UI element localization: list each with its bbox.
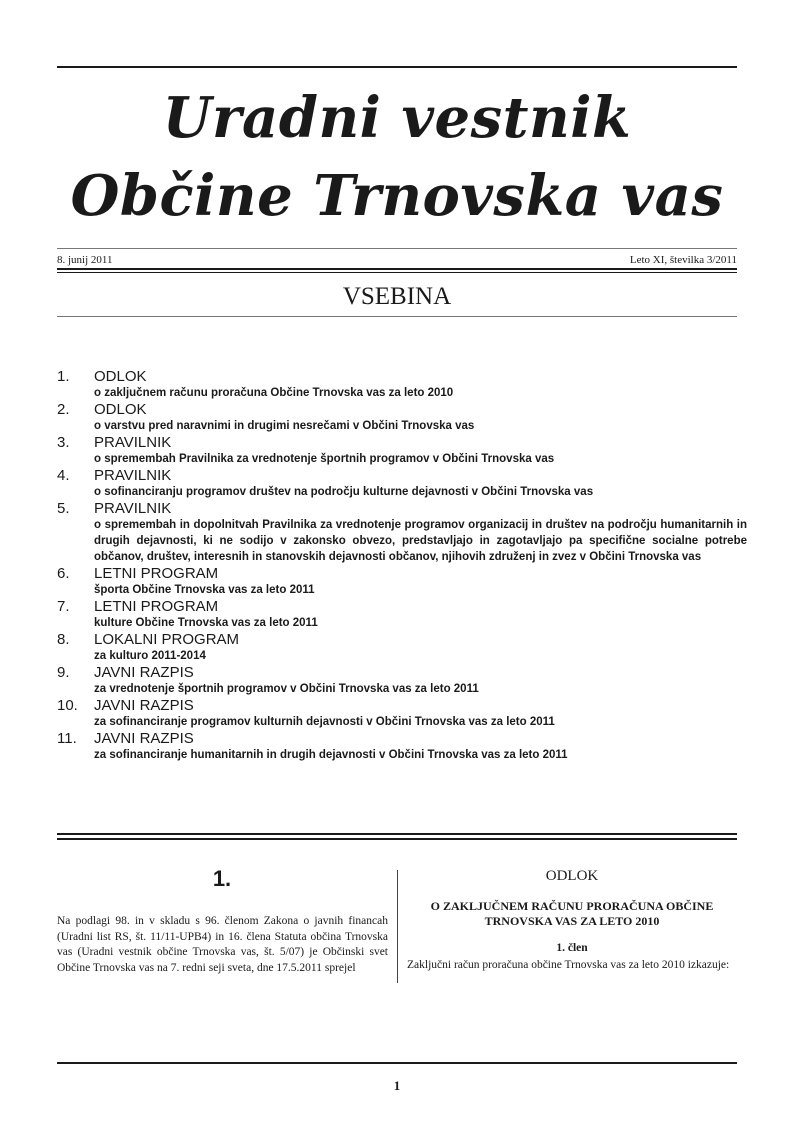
toc-item	[57, 434, 747, 467]
toc-item-body	[94, 631, 747, 664]
toc-item-description: za vrednotenje športnih programov v Občini Trnovska vas za leto 2011	[94, 683, 479, 695]
toc-item-number: 4.	[57, 467, 70, 484]
toc-item	[57, 500, 747, 565]
issue-bottom-rule-2	[57, 272, 737, 273]
toc-item-number: 3.	[57, 434, 70, 451]
article-preamble: Na podlagi 98. in v skladu s 96. členom Zakona o javnih financah (Uradni list RS, št. 11/11-UPB4) in 16. člena Statuta občina Trnovska vas (Uradni vestnik občine Trnovska vas, št. 5/07) je Občinski svet Občine Trnovska vas na 7. redni seji sveta, dne 17.5.2011 sprejel	[57, 915, 388, 974]
toc-item-number: 10.	[57, 697, 78, 714]
toc-item-number: 6.	[57, 565, 70, 582]
toc-item-body	[94, 500, 747, 565]
toc-item-description: za kulturo 2011-2014	[94, 650, 206, 662]
contents-heading-rule	[57, 316, 737, 317]
toc-item	[57, 565, 747, 598]
toc-item-description: kulture Občine Trnovska vas za leto 2011	[94, 617, 318, 629]
toc-item	[57, 664, 747, 697]
toc-item-number: 11.	[57, 730, 77, 747]
toc-item	[57, 467, 747, 500]
toc-item-description: o sofinanciranju programov društev na področju kulturne dejavnosti v Občini Trnovska vas	[94, 486, 594, 498]
toc-item	[57, 730, 747, 763]
toc-item-description: za sofinanciranje humanitarnih in drugih dejavnosti v Občini Trnovska vas za leto 2011	[94, 749, 568, 761]
toc-item-description: za sofinanciranje programov kulturnih dejavnosti v Občini Trnovska vas za leto 2011	[94, 716, 555, 728]
decree-type: ODLOK	[545, 868, 599, 884]
toc-item	[57, 368, 747, 401]
decree-title-line-1: O ZAKLJUČNEM RAČUNU PRORAČUNA OBČINE	[430, 899, 714, 913]
toc-item-title: LETNI PROGRAM	[94, 598, 219, 615]
masthead-line-1: Uradni vestnik	[162, 85, 632, 151]
issue-top-rule	[57, 248, 737, 249]
toc-item-title: JAVNI RAZPIS	[94, 664, 194, 681]
issue-bottom-rule-1	[57, 268, 737, 270]
toc-item-number: 5.	[57, 500, 70, 517]
toc-item-title: PRAVILNIK	[94, 434, 172, 451]
toc-item	[57, 598, 747, 631]
toc-item-body	[94, 368, 747, 401]
toc-item-number: 2.	[57, 401, 70, 418]
article-number: 1.	[212, 866, 232, 891]
toc-item	[57, 631, 747, 664]
clause-heading: 1. člen	[556, 942, 588, 954]
page-number: 1	[393, 1078, 401, 1093]
issue-date: 8. junij 2011	[57, 254, 113, 266]
toc-item-body	[94, 730, 747, 763]
toc-item-body	[94, 697, 747, 730]
clause-text: Zaključni račun proračuna občine Trnovska vas za leto 2010 izkazuje:	[407, 959, 730, 971]
column-divider	[397, 870, 398, 983]
bottom-rule	[57, 1062, 737, 1064]
toc-item-description: športa Občine Trnovska vas za leto 2011	[94, 584, 315, 596]
decree-title-line-2: TRNOVSKA VAS ZA LETO 2010	[484, 914, 660, 928]
toc-item-number: 9.	[57, 664, 70, 681]
toc-item-body	[94, 598, 747, 631]
masthead-line-2: Občine Trnovska vas	[70, 163, 724, 229]
toc-item-title: LETNI PROGRAM	[94, 565, 219, 582]
toc-item-title: JAVNI RAZPIS	[94, 697, 194, 714]
toc-item-body	[94, 401, 747, 434]
toc-item-title: LOKALNI PROGRAM	[94, 631, 240, 648]
toc-item-description: o zaključnem računu proračuna Občine Trnovska vas za leto 2010	[94, 387, 454, 399]
toc-item-title: PRAVILNIK	[94, 467, 172, 484]
top-rule	[57, 66, 737, 68]
toc-item-description: o spremembah Pravilnika za vrednotenje športnih programov v Občini Trnovska vas	[94, 453, 555, 465]
toc-item-number: 8.	[57, 631, 70, 648]
toc-item-body	[94, 467, 747, 500]
toc-item-body	[94, 434, 747, 467]
toc-item-number: 7.	[57, 598, 70, 615]
article-top-rule-2	[57, 838, 737, 840]
toc-item-body	[94, 664, 747, 697]
toc-item-body	[94, 565, 747, 598]
toc-item-number: 1.	[57, 368, 70, 385]
toc-item	[57, 401, 747, 434]
toc-item-title: JAVNI RAZPIS	[94, 730, 194, 747]
toc-item-title: PRAVILNIK	[94, 500, 172, 517]
article-top-rule-1	[57, 833, 737, 835]
toc-item-title: ODLOK	[94, 368, 147, 385]
toc-item-description: o varstvu pred naravnimi in drugimi nesrečami v Občini Trnovska vas	[94, 420, 475, 432]
issue-volume: Leto XI, številka 3/2011	[629, 254, 737, 266]
toc-item	[57, 697, 747, 730]
toc-item-description: o spremembah in dopolnitvah Pravilnika za vrednotenje programov organizacij in društev na področju humanitarnih in drugih dejavnosti, ki ne sodijo v zakonsko obvezo, predstavljajo in zagotavljajo pa specifične socialne potrebe občanov, društev, interesnih in stanovskih dejavnosti občanov, njihovih združenj in zvez v Občini Trnovska vas	[94, 519, 747, 563]
toc-item-title: ODLOK	[94, 401, 147, 418]
contents-heading: VSEBINA	[342, 283, 452, 310]
table-of-contents	[57, 368, 747, 763]
